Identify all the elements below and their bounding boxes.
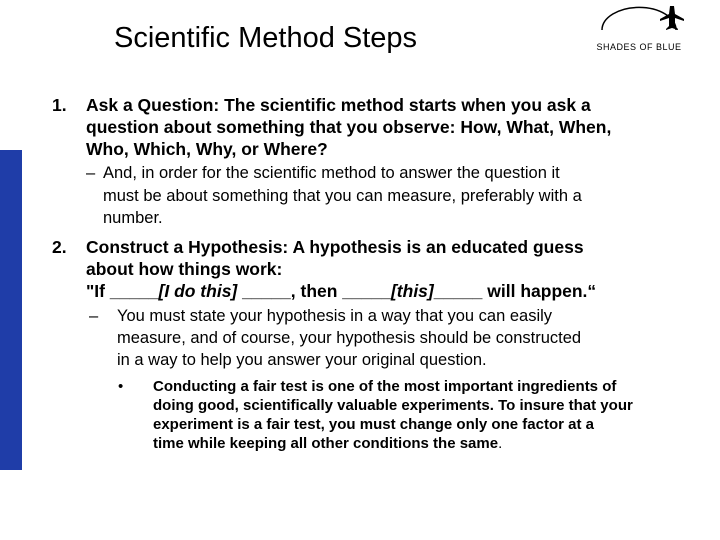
bullet-last-line: time while keeping all other conditions the same (153, 435, 499, 452)
bullet-last-punct: . (498, 435, 503, 452)
item-2-bullet-line-3 (153, 415, 594, 434)
template-open: "If _____ (86, 281, 159, 301)
bullet-bold-phrase: change only one factor at a (399, 416, 594, 433)
item-1-number: 1. (52, 95, 67, 115)
item-1-line-3: Who, Which, Why, or Where? (86, 139, 328, 159)
item-2-bullet: • (118, 378, 124, 395)
item-2-sub-dash: – (89, 307, 99, 325)
item-2-line-1: Construct a Hypothesis: A hypothesis is an educated guess (86, 237, 584, 257)
item-2-sub-line-1: You must state your hypothesis in a way that you can easily (117, 307, 553, 325)
accent-bar (0, 150, 22, 470)
bullet-line-3-text: experiment is a fair test, you must (153, 416, 400, 433)
template-this: [this] (390, 281, 434, 301)
airplane-icon (584, 0, 694, 44)
item-2-bullet-line-4 (153, 434, 502, 453)
item-1-line-2: question about something that you observe: How, What, When, (86, 117, 612, 137)
item-1-sub-line-3: number. (103, 209, 163, 227)
item-2-sub-line-3: in a way to help you answer your original question. (117, 351, 487, 369)
template-mid: _____, then _____ (237, 281, 391, 301)
hypothesis-template (86, 281, 596, 302)
item-1-sub-line-1: And, in order for the scientific method to answer the question it (103, 164, 560, 182)
page-title: Scientific Method Steps (114, 22, 418, 54)
item-2-line-2: about how things work: (86, 259, 283, 279)
template-close: _____ will happen.“ (433, 281, 597, 301)
item-2-sub-line-2: measure, and of course, your hypothesis should be constructed (117, 329, 582, 347)
template-i-do-this: [I do this] (158, 281, 238, 301)
item-1-line-1: Ask a Question: The scientific method starts when you ask a (86, 95, 591, 115)
item-1-sub-dash: – (86, 164, 96, 182)
logo-text: SHADES OF BLUE (596, 42, 682, 52)
logo (584, 0, 694, 60)
item-1-sub-line-2: must be about something that you can measure, preferably with a (103, 187, 582, 205)
item-2-bullet-line-2: doing good, scientifically valuable experiments. To insure that your (153, 397, 633, 414)
item-2-number: 2. (52, 237, 67, 257)
item-2-bullet-line-1: Conducting a fair test is one of the most important ingredients of (153, 378, 617, 395)
